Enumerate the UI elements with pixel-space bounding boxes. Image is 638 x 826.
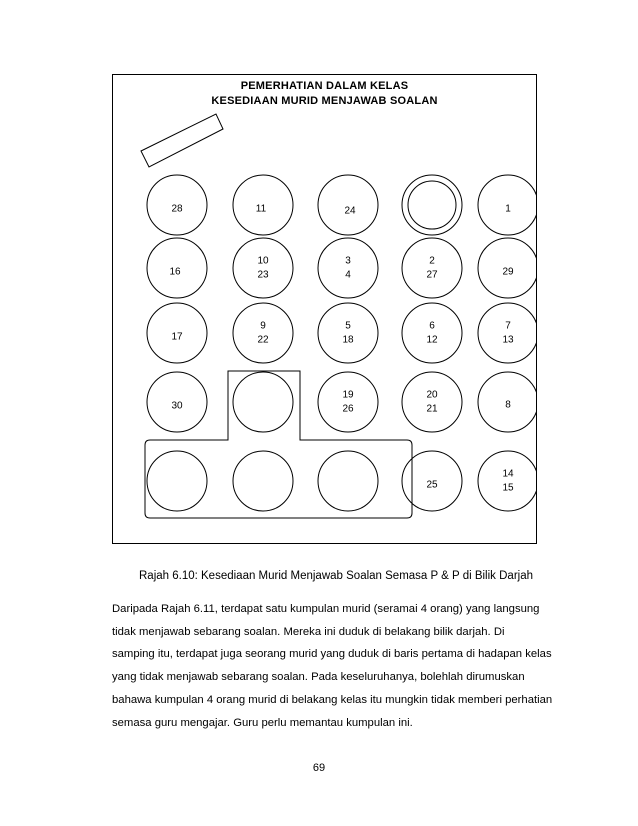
student-number: 16 <box>169 266 181 278</box>
diagram-title-line-1: PEMERHATIAN DALAM KELAS <box>240 80 409 92</box>
student-number: 26 <box>342 403 354 415</box>
student-number: 5 <box>345 320 351 332</box>
student-number: 13 <box>502 334 514 346</box>
student-number: 17 <box>171 331 183 343</box>
paragraph-line: bahawa kumpulan 4 orang murid di belakang kelas itu mungkin tidak memberi perhatian <box>112 693 553 706</box>
student-number: 2 <box>429 255 435 267</box>
student-number: 19 <box>342 389 354 401</box>
student-seat <box>233 451 293 511</box>
page-number: 69 <box>312 762 326 774</box>
paragraph-line: semasa guru mengajar. Guru perlu memantau kumpulan ini. <box>112 716 413 729</box>
student-number: 4 <box>345 269 351 281</box>
student-number: 1 <box>505 203 511 215</box>
teacher-desk <box>141 114 223 167</box>
student-seat <box>318 372 378 432</box>
student-number: 9 <box>260 320 266 332</box>
student-seat <box>402 303 462 363</box>
student-number: 28 <box>171 203 183 215</box>
student-number: 11 <box>255 203 267 215</box>
diagram-title-line-2: KESEDIAAN MURID MENJAWAB SOALAN <box>211 95 438 107</box>
student-number: 7 <box>505 320 511 332</box>
student-number: 23 <box>257 269 269 281</box>
student-seat <box>402 372 462 432</box>
student-number: 24 <box>344 205 356 217</box>
classroom-seating-diagram <box>112 74 537 544</box>
paragraph-line: Daripada Rajah 6.11, terdapat satu kumpulan murid (seramai 4 orang) yang langsung <box>112 603 540 615</box>
student-number: 29 <box>502 266 514 278</box>
teacher-focus-seat-inner-ring <box>408 181 456 229</box>
student-number: 22 <box>257 334 269 346</box>
student-number: 8 <box>505 399 511 411</box>
student-seat <box>318 303 378 363</box>
paragraph-line: tidak menjawab sebarang soalan. Mereka ini duduk di belakang bilik darjah. Di <box>112 625 505 638</box>
student-number: 12 <box>426 334 438 346</box>
non-responding-group-outline <box>145 371 412 518</box>
student-seat <box>147 451 207 511</box>
student-number: 30 <box>171 400 183 412</box>
student-seat <box>478 303 537 363</box>
body-paragraph <box>112 598 562 734</box>
student-seat <box>402 175 462 235</box>
student-number: 3 <box>345 255 351 267</box>
student-number: 18 <box>342 334 354 346</box>
student-number: 25 <box>426 479 438 491</box>
student-seat <box>233 372 293 432</box>
paragraph-line: samping itu, terdapat juga seorang murid yang duduk di baris pertama di hadapan kelas <box>112 648 552 661</box>
student-number: 15 <box>502 482 514 494</box>
figure-caption: Rajah 6.10: Kesediaan Murid Menjawab Soalan Semasa P & P di Bilik Darjah <box>139 570 533 582</box>
student-number: 21 <box>426 403 438 415</box>
student-seat <box>233 238 293 298</box>
student-number: 14 <box>502 468 514 480</box>
student-number: 6 <box>429 320 435 332</box>
student-number: 27 <box>426 269 438 281</box>
paragraph-line: yang tidak menjawab sebarang soalan. Pada keseluruhanya, bolehlah dirumuskan <box>112 671 525 684</box>
student-seat <box>233 303 293 363</box>
student-seat <box>318 451 378 511</box>
student-number: 20 <box>426 389 438 401</box>
student-seat <box>478 451 537 511</box>
student-seat <box>318 238 378 298</box>
student-number: 10 <box>257 255 269 267</box>
student-seat <box>402 238 462 298</box>
